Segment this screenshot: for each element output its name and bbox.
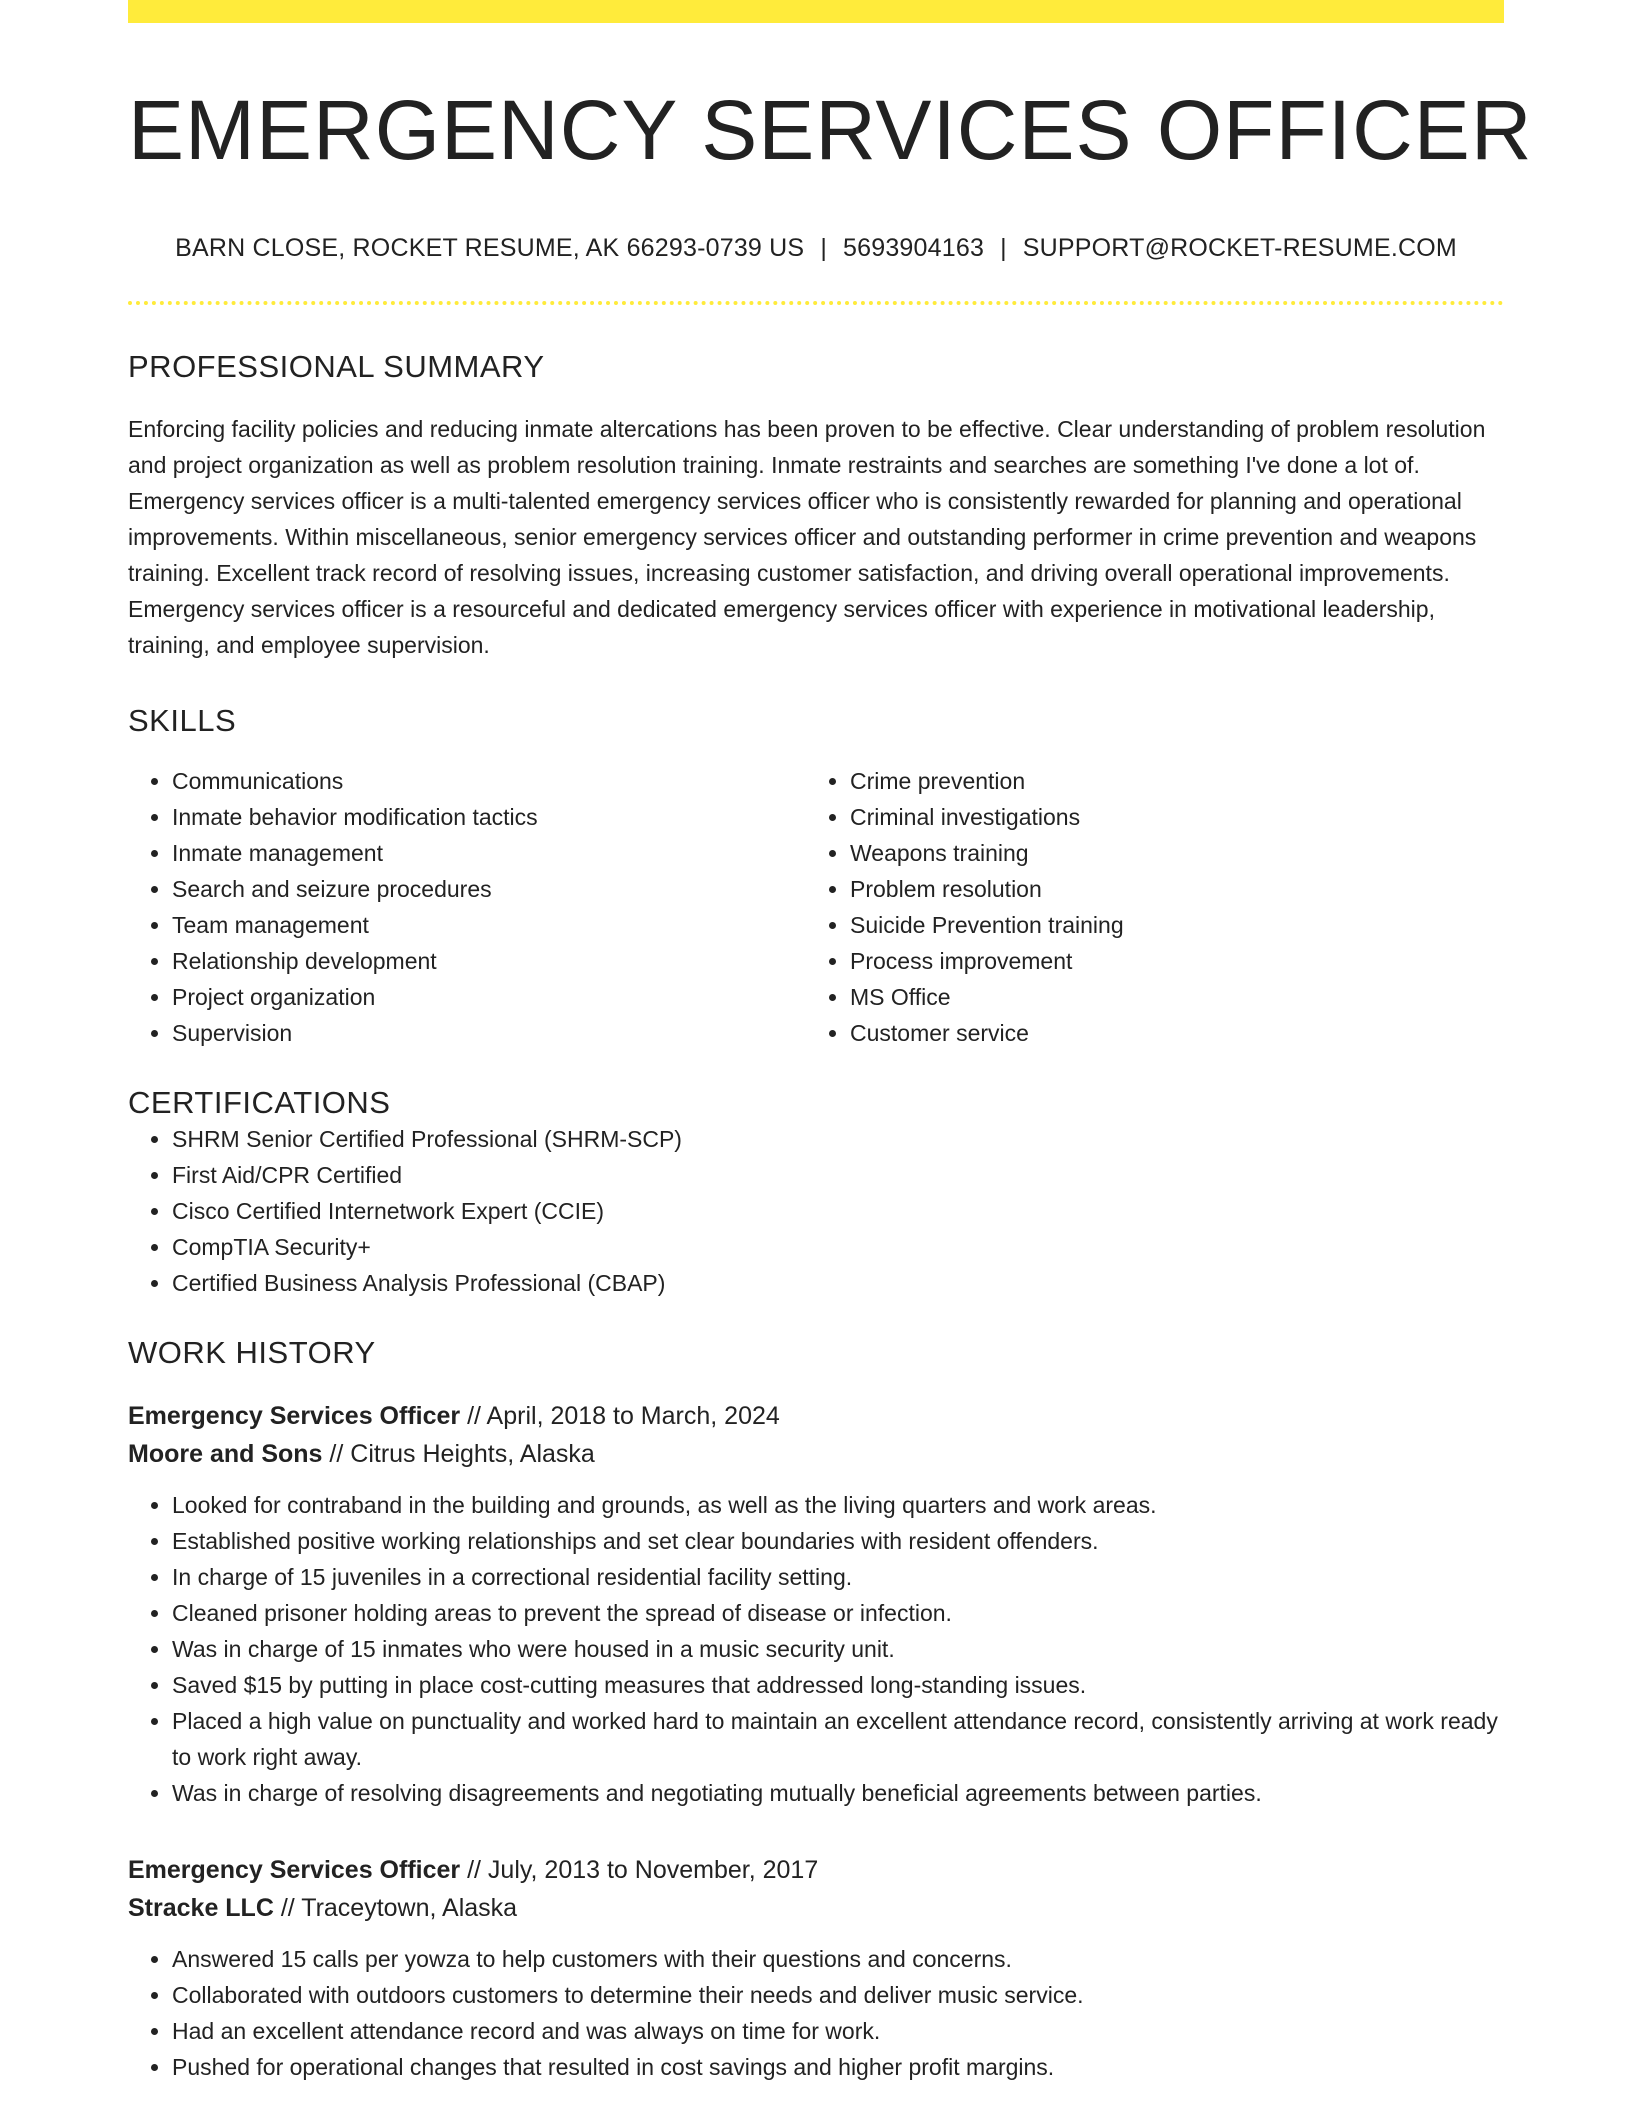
skill-item: • Communications — [172, 763, 806, 799]
skills-heading: SKILLS — [128, 703, 237, 739]
job-bullet: • Was in charge of 15 inmates who were housed in a music security unit. — [172, 1631, 1504, 1667]
contact-line — [128, 234, 1504, 263]
skills-columns — [128, 763, 1504, 1051]
skill-item: • Problem resolution — [850, 871, 1484, 907]
resume-page — [128, 0, 1533, 2085]
job-bullets — [128, 1941, 1504, 2085]
skill-item: • Suicide Prevention training — [850, 907, 1484, 943]
contact-separator: | — [820, 234, 828, 263]
skill-item: • Search and seizure procedures — [172, 871, 806, 907]
skills-list-left — [128, 763, 806, 1051]
job-role-line — [128, 1851, 1504, 1889]
job-bullet: • Saved $15 by putting in place cost-cutting measures that addressed long-standing issues. — [172, 1667, 1504, 1703]
job-role-line — [128, 1397, 1504, 1435]
job-bullet: • Looked for contraband in the building and grounds, as well as the living quarters and work areas. — [172, 1487, 1504, 1523]
certification-item: • First Aid/CPR Certified — [172, 1157, 1504, 1193]
contact-phone[interactable]: 5693904163 — [843, 234, 985, 263]
skills-list-right — [806, 763, 1484, 1051]
skill-item: • Criminal investigations — [850, 799, 1484, 835]
job-role: Emergency Services Officer — [128, 1856, 461, 1885]
job-company: Stracke LLC — [128, 1894, 274, 1923]
contact-address: BARN CLOSE, ROCKET RESUME, AK 66293-0739 US — [175, 234, 805, 263]
skill-item: • Inmate behavior modification tactics — [172, 799, 806, 835]
job-bullet: • Established positive working relationships and set clear boundaries with resident offenders. — [172, 1523, 1504, 1559]
certification-item: • Certified Business Analysis Professional (CBAP) — [172, 1265, 1504, 1301]
skill-item: • Crime prevention — [850, 763, 1484, 799]
dotted-divider — [128, 301, 1504, 305]
job-location: // Traceytown, Alaska — [280, 1894, 518, 1923]
candidate-title: EMERGENCY SERVICES OFFICER — [128, 83, 1533, 177]
skill-item: • Team management — [172, 907, 806, 943]
certifications-list — [128, 1121, 1504, 1301]
job-bullets — [128, 1487, 1504, 1811]
job-location: // Citrus Heights, Alaska — [329, 1440, 595, 1469]
work-history-heading: WORK HISTORY — [128, 1335, 376, 1371]
skill-item: • Relationship development — [172, 943, 806, 979]
certification-item: • CompTIA Security+ — [172, 1229, 1504, 1265]
job-company-line — [128, 1435, 1504, 1473]
certification-item: • SHRM Senior Certified Professional (SHRM-SCP) — [172, 1121, 1504, 1157]
work-history-list — [128, 1397, 1504, 2085]
skill-item: • Process improvement — [850, 943, 1484, 979]
job-company: Moore and Sons — [128, 1440, 323, 1469]
job-bullet: • In charge of 15 juveniles in a correctional residential facility setting. — [172, 1559, 1504, 1595]
top-accent-bar — [128, 0, 1504, 23]
contact-separator: | — [1000, 234, 1007, 263]
job-bullet: • Answered 15 calls per yowza to help customers with their questions and concerns. — [172, 1941, 1504, 1977]
skill-item: • Project organization — [172, 979, 806, 1015]
skill-item: • Supervision — [172, 1015, 806, 1051]
skill-item: • Weapons training — [850, 835, 1484, 871]
job-dates: // April, 2018 to March, 2024 — [467, 1402, 780, 1431]
job-role: Emergency Services Officer — [128, 1402, 461, 1431]
job-company-line — [128, 1889, 1504, 1927]
skill-item: • MS Office — [850, 979, 1484, 1015]
certification-item: • Cisco Certified Internetwork Expert (CCIE) — [172, 1193, 1504, 1229]
job-bullet: • Placed a high value on punctuality and worked hard to maintain an excellent attendance record, consistently arriving at work ready to work right away. — [172, 1703, 1504, 1775]
job-bullet: • Collaborated with outdoors customers to determine their needs and deliver music service. — [172, 1977, 1504, 2013]
summary-text: Enforcing facility policies and reducing inmate altercations has been proven to be effective. Clear understanding of problem resolution and project organization as well as problem resolution training. Inmate restraints and searches are something I've done a lot of. Emergency services officer is a multi-talented emergency services officer who is consistently rewarded for planning and operational improvements. Within miscellaneous, senior emergency services officer and outstanding performer in crime prevention and weapons training. Excellent track record of resolving issues, increasing customer satisfaction, and driving overall operational improvements. Emergency services officer is a resourceful and dedicated emergency services officer with experience in motivational leadership, training, and employee supervision. — [128, 416, 1486, 659]
job-entry — [128, 1851, 1504, 2085]
job-bullet: • Had an excellent attendance record and was always on time for work. — [172, 2013, 1504, 2049]
contact-email[interactable]: SUPPORT@ROCKET-RESUME.COM — [1022, 234, 1457, 263]
job-bullet: • Cleaned prisoner holding areas to prevent the spread of disease or infection. — [172, 1595, 1504, 1631]
skill-item: • Inmate management — [172, 835, 806, 871]
skill-item: • Customer service — [850, 1015, 1484, 1051]
job-bullet: • Was in charge of resolving disagreements and negotiating mutually beneficial agreements between parties. — [172, 1775, 1504, 1811]
job-entry — [128, 1397, 1504, 1811]
certifications-heading: CERTIFICATIONS — [128, 1085, 391, 1121]
job-bullet: • Pushed for operational changes that resulted in cost savings and higher profit margins. — [172, 2049, 1504, 2085]
job-dates: // July, 2013 to November, 2017 — [467, 1856, 819, 1885]
summary-heading: PROFESSIONAL SUMMARY — [128, 349, 545, 385]
